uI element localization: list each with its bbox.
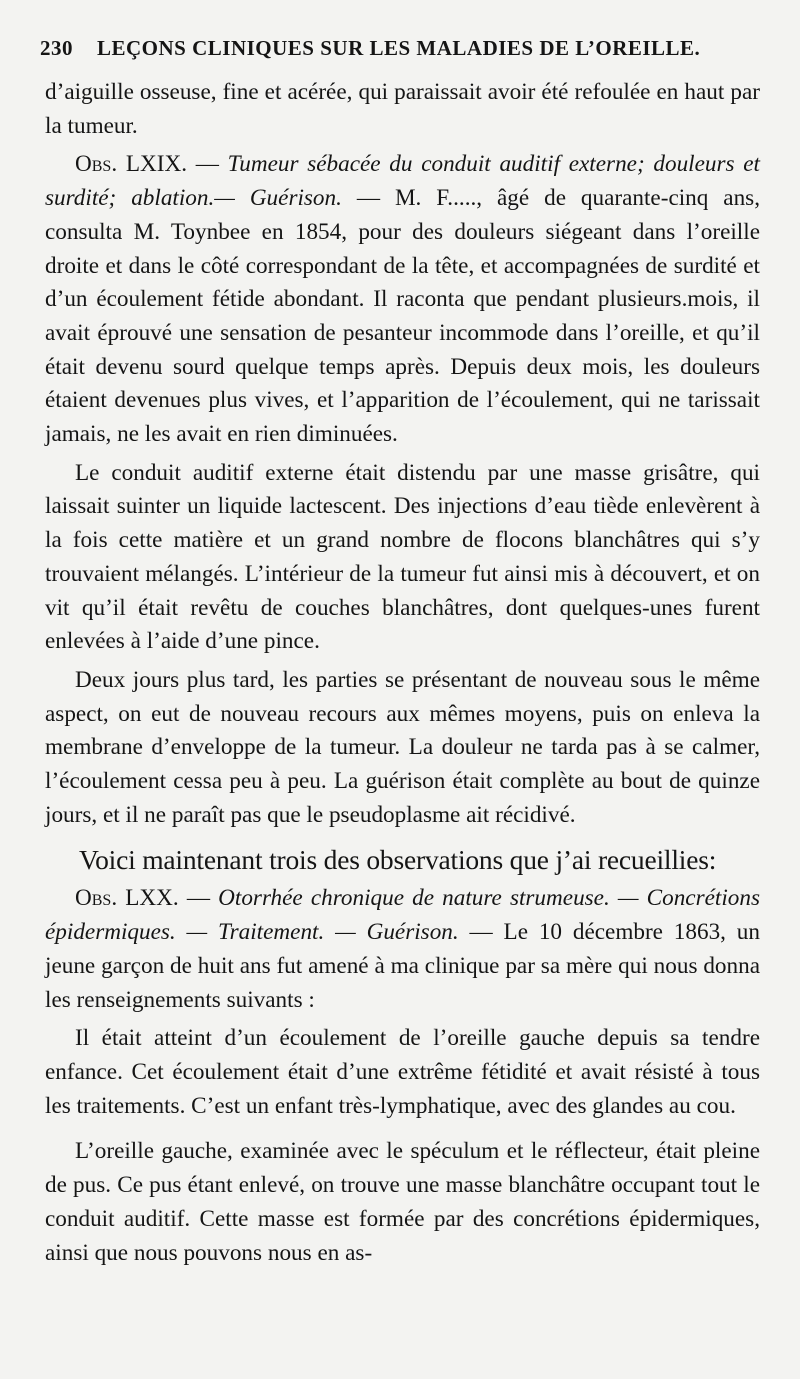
- observation-title: Otorrhée chronique de nature strumeuse. — Concrétions épidermiques. — Traitement. — Guérison.: [45, 885, 760, 946]
- paragraph: Il était atteint d’un écoulement de l’oreille gauche depuis sa tendre enfance. Cet écoulement était d’une extrême fétidité et avait résisté à tous les traitements. C’est un enfant très-lymphatique, avec des glandes au cou.: [45, 1025, 760, 1119]
- section-intro-line: Voici maintenant trois des observations que j’ai recueillies:: [79, 844, 717, 876]
- observation-separator: —: [187, 151, 228, 178]
- observation-69: [45, 148, 760, 451]
- paragraph: L’oreille gauche, examinée avec le spéculum et le réflecteur, était pleine de pus. Ce pus étant enlevé, on trouve une masse blanchâtre occupant tout le conduit auditif. Cette masse est formée par des concrétions épidermiques, ainsi que nous pouvons nous en as-: [45, 1138, 760, 1266]
- observation-70: [45, 882, 760, 1017]
- observation-title: Tumeur sébacée du conduit auditif externe; douleurs et surdité; ablation.— Guérison.: [45, 151, 760, 212]
- page-number: 230: [40, 36, 73, 60]
- page-header: [40, 36, 760, 68]
- paragraph: Le conduit auditif externe était distendu par une masse grisâtre, qui laissait suinter un liquide lactescent. Des injections d’eau tiède enlevèrent à la fois cette matière et un grand nombre de flocons blanchâtres qui s’y trouvaient mélangés. L’intérieur de la tumeur fut ainsi mis à découvert, et on vit qu’il était revêtu de couches blanchâtres, dont quelques-unes furent enlevées à l’aide d’une pince.: [45, 459, 760, 655]
- running-title: LEÇONS CLINIQUES SUR LES MALADIES DE L’OREILLE.: [97, 36, 701, 60]
- paragraph-continuation: d’aiguille osseuse, fine et acérée, qui paraissait avoir été refoulée en haut par la tumeur.: [45, 79, 760, 139]
- observation-label: Obs. LXIX.: [75, 151, 187, 178]
- paragraph: Deux jours plus tard, les parties se présentant de nouveau sous le même aspect, on eut de nouveau recours aux mêmes moyens, puis on enleva la membrane d’enveloppe de la tumeur. La douleur ne tarda pas à se calmer, l’écoulement cessa peu à peu. La guérison était complète au bout de quinze jours, et il ne paraît pas que le pseudoplasme ait récidivé.: [45, 666, 760, 828]
- page-body: [45, 76, 760, 1270]
- observation-separator: —: [178, 885, 219, 912]
- observation-text: — M. F....., âgé de quarante-cinq ans, consulta M. Toynbee en 1854, pour des douleurs siégeant dans l’oreille droite et dans le côté correspondant de la tête, et accompagnées de surdité et d’un écoulement fétide abondant. Il raconta que pendant plusieurs.mois, il avait éprouvé une sensation de pesanteur incommode dans l’oreille, et qu’il était devenu sourd quelque temps après. Depuis deux mois, les douleurs étaient devenues plus vives, et l’apparition de l’écoulement, qui ne tarissait jamais, ne les avait en rien diminuées.: [45, 185, 760, 448]
- observation-text: — Le 10 décembre 1863, un jeune garçon de huit ans fut amené à ma clinique par sa mère qui nous donna les renseignements suivants :: [45, 919, 760, 1013]
- observation-label: Obs. LXX.: [75, 885, 179, 912]
